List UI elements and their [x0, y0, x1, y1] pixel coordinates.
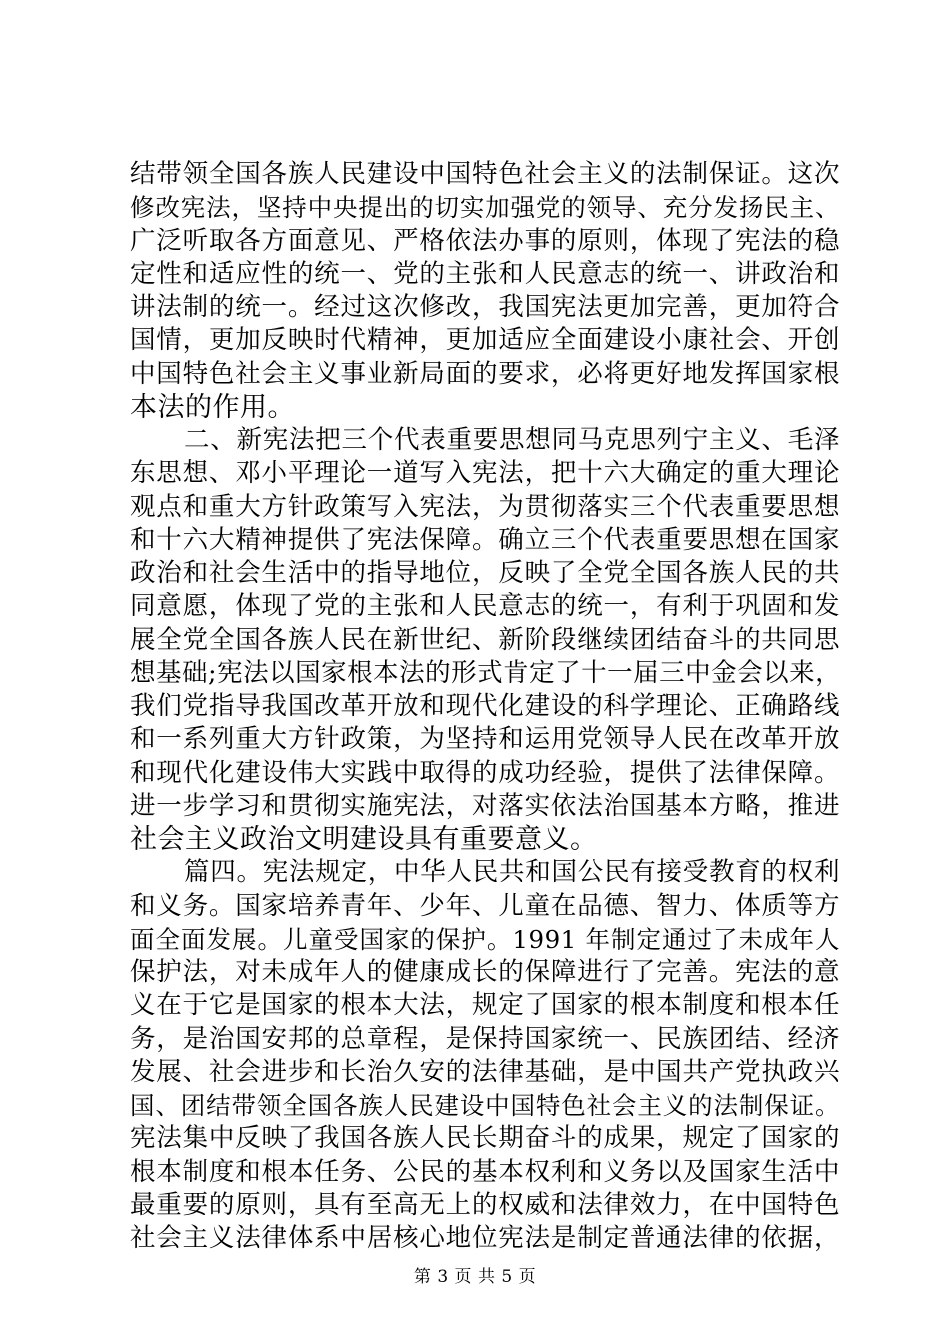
text-line: 定性和适应性的统一、党的主张和人民意志的统一、讲政治和 [130, 258, 840, 289]
page-footer: 第 3 页 共 5 页 [413, 1267, 537, 1287]
text-line: 国情，更加反映时代精神，更加适应全面建设小康社会、开创 [130, 325, 840, 356]
text-line: 展全党全国各族人民在新世纪、新阶段继续团结奋斗的共同思 [130, 624, 840, 655]
text-line: 和现代化建设伟大实践中取得的成功经验，提供了法律保障。 [130, 757, 840, 788]
body-text [130, 158, 840, 1255]
text-line: 结带领全国各族人民建设中国特色社会主义的法制保证。这次 [130, 159, 840, 189]
text-line: 广泛听取各方面意见、严格依法办事的原则，体现了宪法的稳 [130, 225, 840, 256]
text-line: 宪法集中反映了我国各族人民长期奋斗的成果，规定了国家的 [130, 1123, 840, 1154]
text-line: 东思想、邓小平理论一道写入宪法，把十六大确定的重大理论 [130, 458, 840, 489]
text-line: 二、新宪法把三个代表重要思想同马克思列宁主义、毛泽 [184, 425, 840, 455]
text-line: 讲法制的统一。经过这次修改，我国宪法更加完善，更加符合 [130, 292, 840, 322]
text-line: 我们党指导我国改革开放和现代化建设的科学理论、正确路线 [130, 691, 840, 721]
text-line: 政治和社会生活中的指导地位，反映了全党全国各族人民的共 [130, 558, 840, 588]
text-line: 和一系列重大方针政策，为坚持和运用党领导人民在改革开放 [130, 724, 840, 755]
text-line: 想基础;宪法以国家根本法的形式肯定了十一届三中金会以来， [130, 657, 842, 688]
text-line: 社会主义法律体系中居核心地位宪法是制定普通法律的依据， [130, 1223, 840, 1253]
text-line: 根本制度和根本任务、公民的基本权利和义务以及国家生活中 [130, 1156, 840, 1187]
text-line: 最重要的原则，具有至高无上的权威和法律效力，在中国特色 [130, 1189, 840, 1220]
text-line: 中国特色社会主义事业新局面的要求，必将更好地发挥国家根 [130, 358, 840, 389]
text-line: 同意愿，体现了党的主张和人民意志的统一，有利于巩固和发 [130, 591, 840, 622]
text-line: 国、团结带领全国各族人民建设中国特色社会主义的法制保证。 [130, 1091, 840, 1120]
text-line: 面全面发展。儿童受国家的保护。1991 年制定通过了未成年人 [130, 924, 840, 954]
text-line: 篇四。宪法规定，中华人民共和国公民有接受教育的权利 [184, 857, 840, 888]
text-line: 发展、社会进步和长治久安的法律基础，是中国共产党执政兴 [130, 1056, 840, 1087]
text-line: 修改宪法，坚持中央提出的切实加强党的领导、充分发扬民主、 [130, 193, 840, 223]
text-line: 观点和重大方针政策写入宪法，为贯彻落实三个代表重要思想 [130, 491, 840, 522]
text-line: 务，是治国安邦的总章程，是保持国家统一、民族团结、经济 [130, 1023, 840, 1054]
text-line: 社会主义政治文明建设具有重要意义。 [130, 824, 598, 855]
text-line: 和义务。国家培养青年、少年、儿童在品德、智力、体质等方 [130, 890, 840, 921]
text-line: 和十六大精神提供了宪法保障。确立三个代表重要思想在国家 [130, 524, 840, 555]
text-line: 本法的作用。 [130, 391, 295, 423]
text-line: 进一步学习和贯彻实施宪法，对落实依法治国基本方略，推进 [130, 790, 840, 821]
text-line: 保护法，对未成年人的健康成长的保障进行了完善。宪法的意 [130, 957, 840, 987]
text-line: 义在于它是国家的根本大法，规定了国家的根本制度和根本任 [130, 990, 840, 1021]
